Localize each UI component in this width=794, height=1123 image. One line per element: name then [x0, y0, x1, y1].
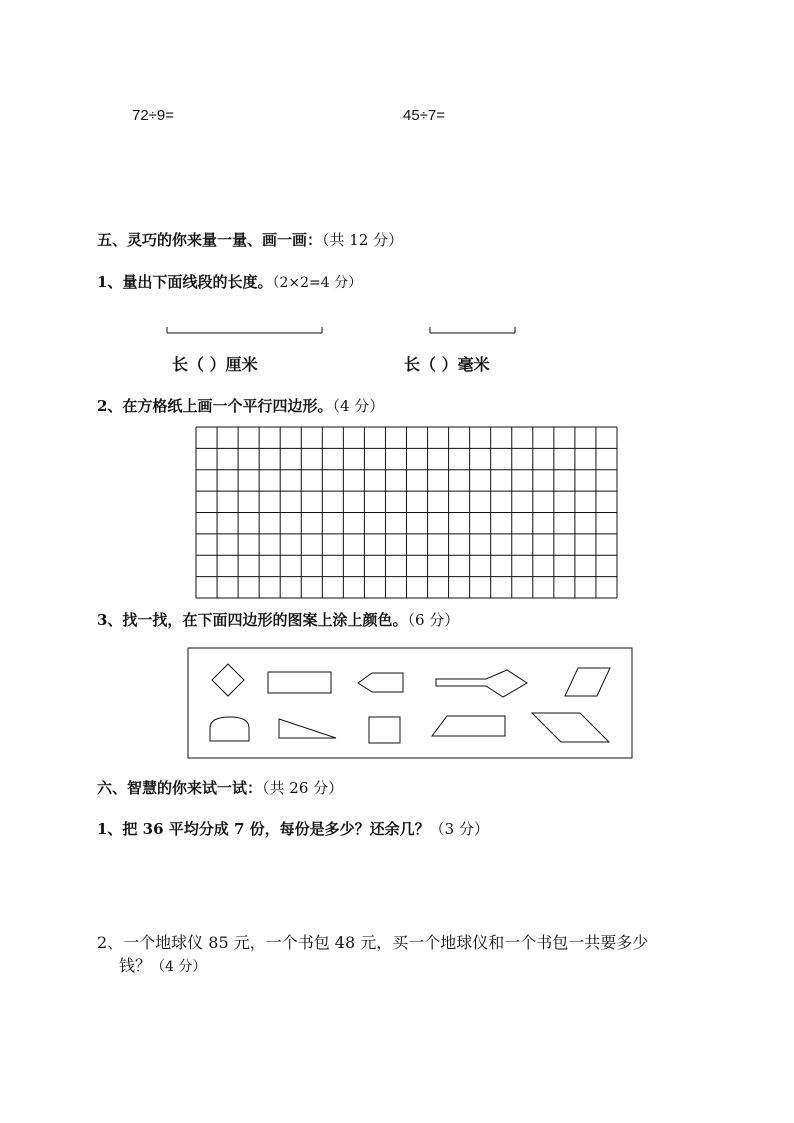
s6-q2-line2 [119, 958, 206, 974]
s6-q1-score: （3 分） [429, 820, 489, 838]
section6-title: 六、智慧的你来试一试： [97, 779, 263, 797]
s5-q3-score: （6 分） [407, 611, 460, 629]
answer-mm: 长（ ）毫米 [404, 355, 490, 374]
shapes-frame [188, 648, 632, 758]
shape-square [369, 717, 400, 743]
shape-arch [210, 717, 249, 741]
calc-item-2: 45÷7= [403, 107, 446, 124]
section6-score: （共 26 分） [262, 779, 344, 797]
answer-cm: 长（ ）厘米 [172, 355, 258, 374]
shape-slanted-parallelogram [532, 713, 609, 742]
s5-q3 [97, 613, 459, 628]
shape-arrow-pentagon [358, 673, 403, 692]
s6-q2-line2-text: 钱？ [119, 956, 152, 975]
calc-item-1: 72÷9= [132, 107, 175, 124]
section6-heading [97, 781, 343, 796]
shape-parallelogram [565, 668, 610, 696]
shape-triangle [279, 719, 336, 738]
segment-cm [167, 327, 322, 333]
s5-q3-text: 3、找一找，在下面四边形的图案上涂上颜色。 [97, 611, 408, 629]
s5-q2 [97, 399, 384, 414]
segment-mm [430, 327, 515, 333]
s6-q2-line1: 2、一个地球仪 85 元，一个书包 48 元，买一个地球仪和一个书包一共要多少 [97, 933, 649, 952]
shape-trapezoid [432, 716, 505, 736]
section5-heading [97, 233, 403, 248]
s5-q2-score: （4 分） [332, 397, 385, 415]
s5-q1 [97, 275, 362, 290]
shape-rhombus [212, 664, 244, 696]
s5-q2-text: 2、在方格纸上画一个平行四边形。 [97, 397, 333, 415]
s5-q1-text: 1、量出下面线段的长度。 [97, 273, 273, 291]
shape-key-shape [436, 670, 527, 697]
section5-score: （共 12 分） [322, 231, 404, 249]
s6-q2-score: （4 分） [151, 959, 207, 975]
s6-q1 [97, 822, 489, 837]
s5-q1-score: （2×2=4 分） [272, 275, 363, 291]
s6-q1-text: 1、把 36 平均分成 7 份，每份是多少？还余几？ [97, 820, 430, 838]
shape-rectangle [268, 672, 331, 693]
section5-title: 五、灵巧的你来量一量、画一画： [97, 231, 323, 249]
